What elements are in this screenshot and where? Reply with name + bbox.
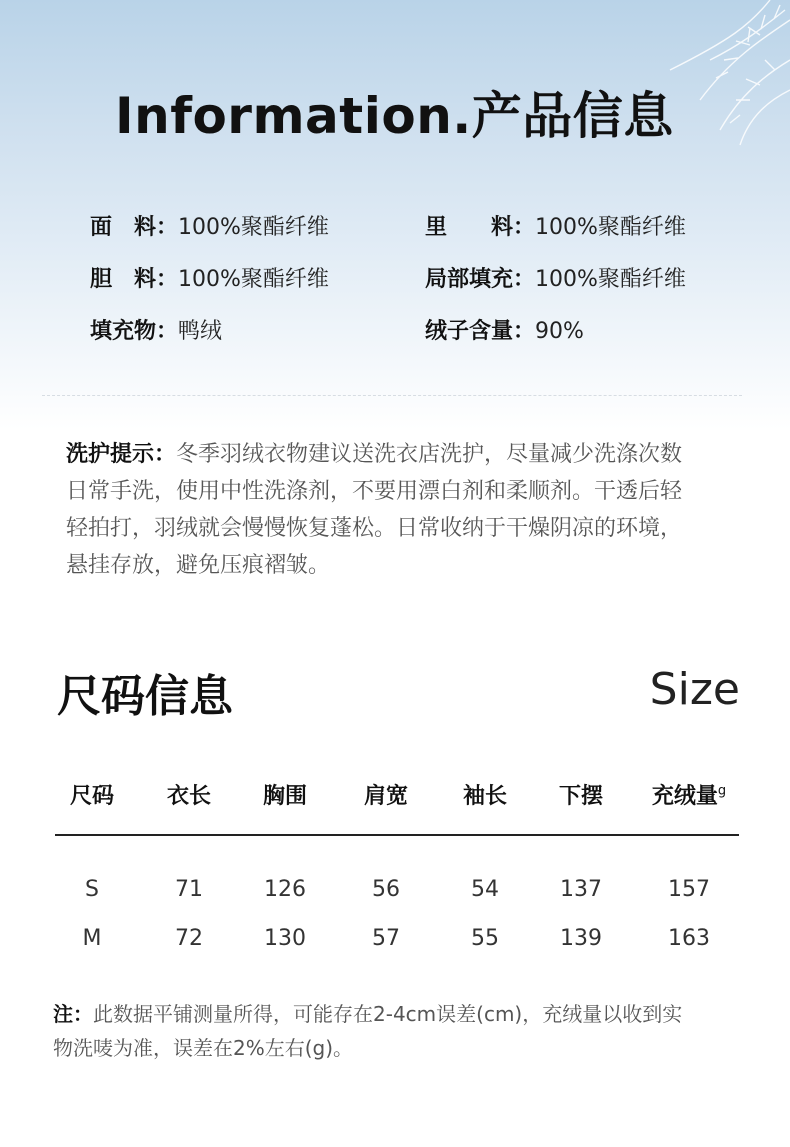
spec-down-content-value: 90% [535,319,584,344]
table-row-m-size: M [82,926,102,951]
table-row-s-shoulder: 56 [372,877,400,902]
table-row-m-sleeve: 55 [471,926,499,951]
spec-filling [90,314,222,345]
spec-filling-label: 填充物： [90,319,179,344]
spec-partial-fill-value: 100%聚酯纤维 [535,267,686,292]
spec-inner [90,262,329,293]
table-row-s-chest: 126 [264,877,306,902]
note-line-1: 此数据平铺测量所得，可能存在2-4cm误差(cm)，充绒量以收到实 [93,1002,683,1026]
table-row-s-length: 71 [175,877,203,902]
care-label: 洗护提示： [66,442,177,467]
spec-fabric-value: 100%聚酯纤维 [178,215,329,240]
table-row-s-hem: 137 [560,877,602,902]
table-row-m-shoulder: 57 [372,926,400,951]
care-line-3: 轻拍打，羽绒就会慢慢恢复蓬松。日常收纳于干燥阴凉的环境， [66,516,683,541]
table-header-shoulder: 肩宽 [363,784,409,809]
section-divider [42,395,742,396]
care-line-1: 冬季羽绒衣物建议送洗衣店洗护，尽量减少洗涤次数 [176,442,683,467]
spec-down-content [425,314,584,345]
page-title: Information.产品信息 [115,87,674,145]
table-header-chest: 胸围 [262,784,308,809]
care-line-4: 悬挂存放，避免压痕褶皱。 [66,553,331,578]
spec-filling-value: 鸭绒 [178,319,223,344]
spec-inner-label: 胆 料： [90,267,179,292]
table-header-hem: 下摆 [558,784,604,809]
spec-partial-fill [425,262,686,293]
spec-lining [425,210,686,241]
size-section-title: 尺码信息 [57,671,233,722]
spec-partial-fill-label: 局部填充： [425,267,536,292]
table-row-m-chest: 130 [264,926,306,951]
size-section-title-en: Size [649,664,740,715]
spec-down-content-label: 绒子含量： [425,319,536,344]
spec-fabric [90,210,329,241]
table-row-m-length: 72 [175,926,203,951]
table-header-sleeve: 袖长 [462,784,508,809]
table-header-length: 衣长 [166,784,212,809]
table-row-s-fill-weight: 157 [668,877,710,902]
note-label: 注： [53,1002,93,1026]
spec-lining-value: 100%聚酯纤维 [535,215,686,240]
table-row-m-fill-weight: 163 [668,926,710,951]
care-line-2: 日常手洗，使用中性洗涤剂，不要用漂白剂和柔顺剂。干透后轻 [66,479,683,504]
measurement-note [53,997,743,1065]
table-header-size: 尺码 [69,784,115,809]
table-header-fill-weight: 充绒量$^g$ [651,783,727,809]
table-row-m-hem: 139 [560,926,602,951]
table-row-s-size: S [85,877,99,902]
table-header-rule [55,834,739,836]
table-row-s-sleeve: 54 [471,877,499,902]
spec-lining-label: 里 料： [425,215,536,240]
spec-fabric-label: 面 料： [90,215,179,240]
spec-inner-value: 100%聚酯纤维 [178,267,329,292]
care-instructions [66,436,746,584]
note-line-2: 物洗唛为准，误差在2%左右(g)。 [53,1036,354,1060]
